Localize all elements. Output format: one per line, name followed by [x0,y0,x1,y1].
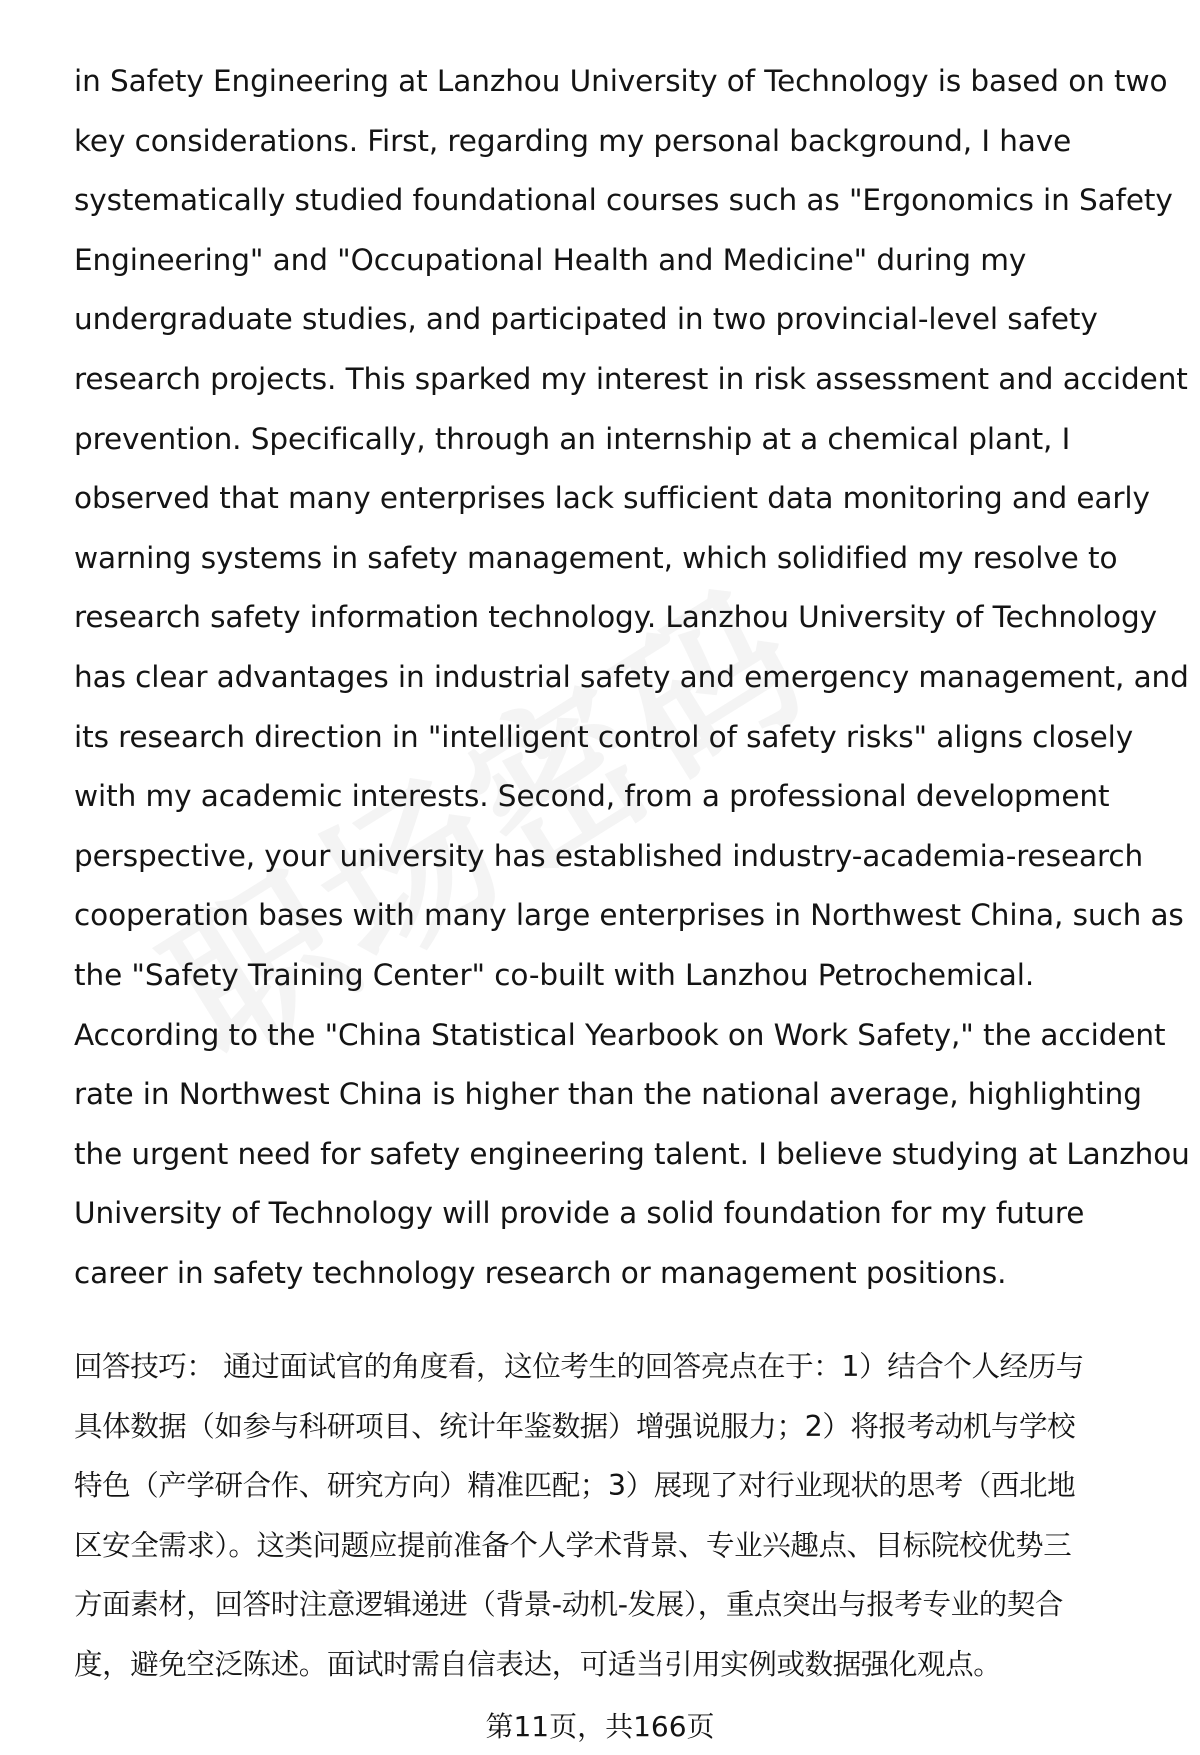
answer-line: systematically studied foundational courses such as "Ergonomics in Safety [74,183,1173,218]
answer-line: cooperation bases with many large enterprises in Northwest China, such as [74,898,1184,933]
tips-line: 方面素材，回答时注意逻辑递进（背景-动机-发展），重点突出与报考专业的契合 [74,1588,1064,1622]
answer-line: warning systems in safety management, which solidified my resolve to [74,540,1118,575]
answer-line: Engineering" and "Occupational Health and Medicine" during my [74,242,1027,277]
answer-line: prevention. Specifically, through an internship at a chemical plant, I [74,421,1071,456]
answer-line: rate in Northwest China is higher than the national average, highlighting [74,1077,1142,1112]
answer-line: the urgent need for safety engineering talent. I believe studying at Lanzhou [74,1136,1190,1171]
answer-line: undergraduate studies, and participated in two provincial-level safety [74,302,1098,337]
answer-line: observed that many enterprises lack sufficient data monitoring and early [74,481,1150,516]
answer-line: in Safety Engineering at Lanzhou University of Technology is based on two [74,64,1168,98]
tips-line: 特色（产学研合作、研究方向）精准匹配；3）展现了对行业现状的思考（西北地 [74,1469,1076,1503]
answer-line: According to the "China Statistical Yearbook on Work Safety," the accident [74,1017,1166,1052]
answer-paragraph [74,52,1190,1303]
answer-line: research projects. This sparked my interest in risk assessment and accident [74,361,1188,396]
answer-line: perspective, your university has established industry-academia-research [74,838,1144,873]
tips-line: 度，避免空泛陈述。面试时需自信表达，可适当引用实例或数据强化观点。 [74,1647,1002,1681]
answer-line: University of Technology will provide a solid foundation for my future [74,1196,1085,1231]
answer-line: key considerations. First, regarding my personal background, I have [74,123,1072,158]
answer-line: its research direction in "intelligent control of safety risks" aligns closely [74,719,1134,754]
page-number: 第11页，共166页 [485,1710,715,1743]
answer-line: research safety information technology. Lanzhou University of Technology [74,600,1157,635]
answer-tips-paragraph [74,1337,1154,1695]
answer-line: career in safety technology research or management positions. [74,1255,1007,1290]
tips-line: 区安全需求）。这类问题应提前准备个人学术背景、专业兴趣点、目标院校优势三 [74,1528,1072,1562]
answer-line: with my academic interests. Second, from a professional development [74,779,1110,814]
tips-line: 回答技巧： 通过面试官的角度看，这位考生的回答亮点在于：1）结合个人经历与 [74,1350,1084,1383]
answer-line: has clear advantages in industrial safety and emergency management, and [74,659,1189,694]
answer-line: the "Safety Training Center" co-built with Lanzhou Petrochemical. [74,957,1035,992]
tips-line: 具体数据（如参与科研项目、统计年鉴数据）增强说服力；2）将报考动机与学校 [74,1409,1076,1443]
